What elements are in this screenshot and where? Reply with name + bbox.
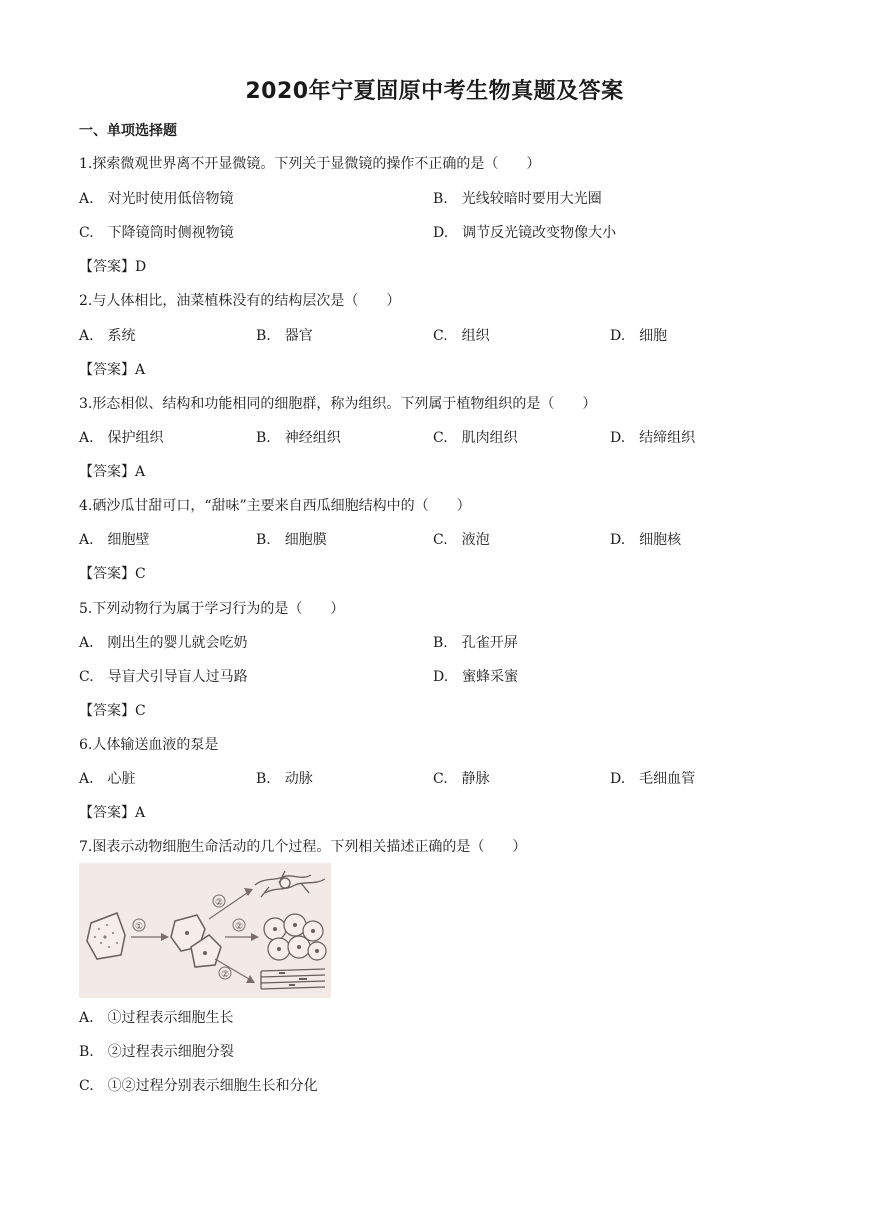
option-a: A. 刚出生的婴儿就会吃奶: [79, 635, 248, 651]
option-c: C. 静脉: [433, 771, 490, 787]
option-d: D. 调节反光镜改变物像大小: [433, 225, 617, 241]
process-label-1: ①: [134, 922, 144, 932]
question-stem: 7.图表示动物细胞生命活动的几个过程。下列相关描述正确的是（ ）: [79, 839, 527, 855]
answer-label: 【答案】D: [79, 259, 147, 275]
question-stem: 5.下列动物行为属于学习行为的是（ ）: [79, 601, 345, 617]
answer-label: 【答案】A: [79, 805, 146, 821]
option-b: B. 孔雀开屏: [433, 635, 518, 651]
option-a: A. 对光时使用低倍物镜: [79, 191, 234, 207]
document-title: 2020年宁夏固原中考生物真题及答案: [245, 79, 624, 104]
option-a: A. 细胞壁: [79, 532, 150, 548]
question-stem: 6.人体输送血液的泵是: [79, 737, 219, 753]
option-b: B. 动脉: [256, 771, 313, 787]
option-c: C. 下降镜筒时侧视物镜: [79, 225, 234, 241]
process-label-3: ②: [234, 922, 244, 932]
process-label-4: ②: [220, 970, 230, 980]
option-c: C. 组织: [433, 328, 490, 344]
question-stem: 1.探索微观世界离不开显微镜。下列关于显微镜的操作不正确的是（ ）: [79, 156, 541, 172]
option-c: C. 导盲犬引导盲人过马路: [79, 669, 248, 685]
option-d: D. 结缔组织: [610, 430, 696, 446]
answer-label: 【答案】A: [79, 362, 146, 378]
option-d: D. 细胞: [610, 328, 668, 344]
option-a: A. ①过程表示细胞生长: [79, 1010, 234, 1026]
option-b: B. 细胞膜: [256, 532, 327, 548]
option-c: C. 肌肉组织: [433, 430, 518, 446]
option-a: A. 保护组织: [79, 430, 164, 446]
option-a: A. 心脏: [79, 771, 136, 787]
process-label-2: ②: [214, 898, 224, 908]
answer-label: 【答案】C: [79, 703, 146, 719]
answer-label: 【答案】C: [79, 566, 146, 582]
option-d: D. 毛细血管: [610, 771, 696, 787]
cell-diagram: [79, 863, 331, 998]
section-heading: 一、单项选择题: [79, 123, 177, 139]
option-a: A. 系统: [79, 328, 136, 344]
option-d: D. 蜜蜂采蜜: [433, 669, 519, 685]
option-b: B. 器官: [256, 328, 313, 344]
option-c: C. 液泡: [433, 532, 490, 548]
option-b: B. 神经组织: [256, 430, 341, 446]
option-b: B. ②过程表示细胞分裂: [79, 1044, 234, 1060]
question-stem: 4.硒沙瓜甘甜可口，“甜味”主要来自西瓜细胞结构中的（ ）: [79, 498, 471, 514]
option-c: C. ①②过程分别表示细胞生长和分化: [79, 1078, 318, 1094]
question-stem: 2.与人体相比，油菜植株没有的结构层次是（ ）: [79, 293, 401, 309]
option-b: B. 光线较暗时要用大光圈: [433, 191, 602, 207]
answer-label: 【答案】A: [79, 464, 146, 480]
cell-process-figure: [79, 863, 331, 998]
option-d: D. 细胞核: [610, 532, 682, 548]
question-stem: 3.形态相似、结构和功能相同的细胞群，称为组织。下列属于植物组织的是（ ）: [79, 396, 597, 412]
